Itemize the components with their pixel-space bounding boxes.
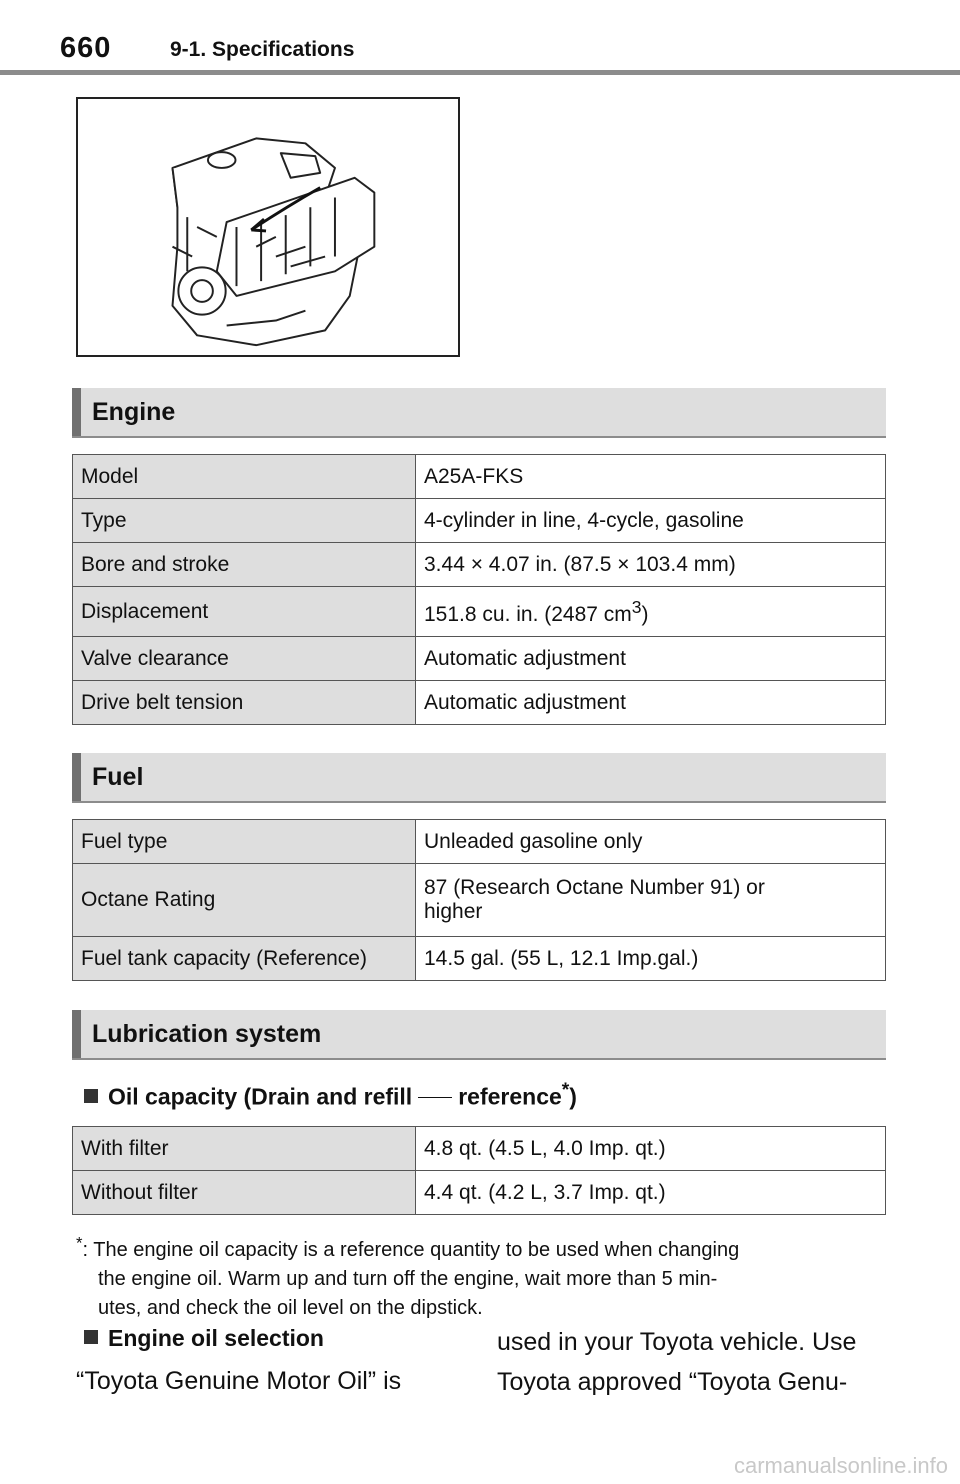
oil-capacity-table <box>72 1126 886 1215</box>
watermark: carmanualsonline.info <box>733 1453 948 1478</box>
section-bar <box>72 1010 81 1058</box>
table-row <box>73 864 886 937</box>
spec-value: Automatic adjustment <box>416 637 886 681</box>
table-row <box>73 1171 886 1215</box>
spec-value: A25A-FKS <box>416 455 886 499</box>
octane-line-2: higher <box>424 900 483 923</box>
spec-value: Automatic adjustment <box>416 681 886 725</box>
oil-capacity-heading <box>84 1080 577 1111</box>
table-row <box>73 587 886 637</box>
page-number: 660 <box>60 32 112 64</box>
lubrication-section-header <box>72 1010 886 1060</box>
section-bar <box>72 388 81 436</box>
spec-label: Octane Rating <box>73 864 416 937</box>
spec-label: Displacement <box>73 587 416 637</box>
engine-illustration <box>76 97 460 357</box>
spec-value: 14.5 gal. (55 L, 12.1 Imp.gal.) <box>416 937 886 981</box>
section-title-lubrication: Lubrication system <box>92 1020 322 1048</box>
footnote-mark: * <box>561 1080 570 1101</box>
spec-label: Without filter <box>73 1171 416 1215</box>
engine-table <box>72 454 886 725</box>
spec-label: With filter <box>73 1127 416 1171</box>
page-header <box>0 0 960 80</box>
superscript: 3 <box>631 596 642 617</box>
table-row <box>73 499 886 543</box>
oil-heading-close: ) <box>569 1083 577 1110</box>
table-row <box>73 637 886 681</box>
spec-value <box>416 587 886 637</box>
footnote-line-3: utes, and check the oil level on the dipstick. <box>98 1296 483 1319</box>
octane-line-1: 87 (Research Octane Number 91) or <box>424 876 765 899</box>
body-line-2: Toyota approved “Toyota Genu- <box>497 1368 848 1396</box>
section-title-engine: Engine <box>92 398 176 426</box>
table-row <box>73 455 886 499</box>
table-row <box>73 543 886 587</box>
fuel-section-header <box>72 753 886 803</box>
section-bar <box>72 753 81 801</box>
spec-value: Unleaded gasoline only <box>416 820 886 864</box>
oil-selection-body-right <box>497 1322 897 1402</box>
table-row <box>73 937 886 981</box>
square-bullet-icon <box>84 1330 98 1344</box>
table-row <box>73 820 886 864</box>
fuel-table <box>72 819 886 981</box>
displacement-value: 151.8 cu. in. (2487 cm <box>424 602 632 626</box>
spec-label: Valve clearance <box>73 637 416 681</box>
spec-label: Bore and stroke <box>73 543 416 587</box>
table-row <box>73 681 886 725</box>
engine-icon <box>78 99 458 355</box>
spec-label: Type <box>73 499 416 543</box>
footnote-line-1: *: The engine oil capacity is a reference quantity to be used when changing <box>76 1233 740 1261</box>
oil-footnote <box>76 1228 886 1323</box>
oil-selection-heading <box>84 1325 324 1352</box>
spec-value: 4-cylinder in line, 4-cycle, gasoline <box>416 499 886 543</box>
spec-label: Fuel tank capacity (Reference) <box>73 937 416 981</box>
spec-label: Fuel type <box>73 820 416 864</box>
em-dash <box>418 1097 452 1098</box>
oil-selection-body-left: “Toyota Genuine Motor Oil” is <box>76 1367 402 1395</box>
spec-value: 4.4 qt. (4.2 L, 3.7 Imp. qt.) <box>416 1171 886 1215</box>
footnote-mark: * <box>76 1233 83 1252</box>
footnote-line-2: the engine oil. Warm up and turn off the engine, wait more than 5 min- <box>98 1267 718 1290</box>
displacement-tail: ) <box>641 602 649 626</box>
oil-heading-text: Oil capacity (Drain and refill <box>108 1083 413 1110</box>
spec-value: 4.8 qt. (4.5 L, 4.0 Imp. qt.) <box>416 1127 886 1171</box>
section-title-fuel: Fuel <box>92 763 144 791</box>
oil-selection-text: Engine oil selection <box>108 1325 324 1351</box>
section-title: 9-1. Specifications <box>170 38 355 61</box>
spec-value <box>416 864 886 937</box>
square-bullet-icon <box>84 1089 98 1103</box>
table-row <box>73 1127 886 1171</box>
spec-label: Drive belt tension <box>73 681 416 725</box>
spec-value: 3.44 × 4.07 in. (87.5 × 103.4 mm) <box>416 543 886 587</box>
header-divider <box>0 70 960 75</box>
spec-label: Model <box>73 455 416 499</box>
oil-heading-tail: reference <box>458 1083 562 1110</box>
body-line-1: used in your Toyota vehicle. Use <box>497 1328 857 1356</box>
engine-section-header <box>72 388 886 438</box>
